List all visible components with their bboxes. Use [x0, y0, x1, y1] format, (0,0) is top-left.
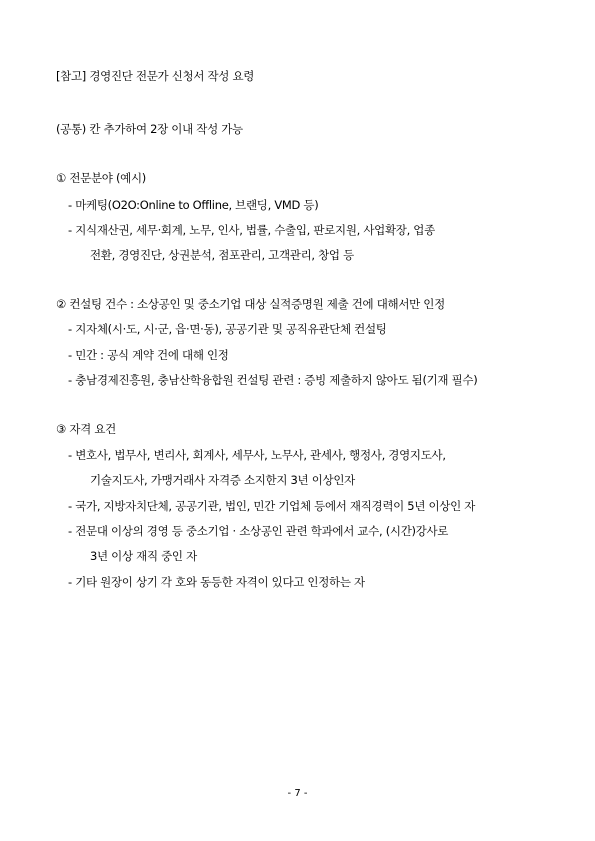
section-3-title: ③ 자격 요건: [56, 422, 116, 436]
section-2-item-2: - 민간 : 공식 계약 건에 대해 인정: [68, 348, 229, 362]
section-2-title: ② 컨설팅 건수 : 소상공인 및 중소기업 대상 실적증명원 제출 건에 대해서만 인정: [56, 297, 445, 311]
section-2-item-3: - 충남경제진흥원, 충남산학융합원 컨설팅 관련 : 증빙 제출하지 않아도 됨(기재 필수): [68, 373, 478, 387]
common-note: (공통) 칸 추가하여 2장 이내 작성 가능: [56, 122, 243, 136]
section-1-title: ① 전문분야 (예시): [56, 171, 146, 185]
section-1-item-2-line-1: - 지식재산권, 세무·회계, 노무, 인사, 법률, 수출입, 판로지원, 사업확장, 업종: [68, 223, 435, 237]
section-3-item-1-line-1: - 변호사, 법무사, 변리사, 회계사, 세무사, 노무사, 관세사, 행정사, 경영지도사,: [68, 448, 446, 462]
section-3-item-1-line-2: 기술지도사, 가맹거래사 자격증 소지한지 3년 이상인자: [90, 473, 355, 487]
section-3-item-4: - 기타 원장이 상기 각 호와 동등한 자격이 있다고 인정하는 자: [68, 575, 365, 589]
section-3-item-3-line-2: 3년 이상 재직 중인 자: [90, 549, 197, 563]
section-1-item-1: - 마케팅(O2O:Online to Offline, 브랜딩, VMD 등): [68, 198, 319, 212]
section-2-item-1: - 지자체(시·도, 시·군, 읍·면·동), 공공기관 및 공직유관단체 컨설팅: [68, 322, 387, 336]
page-number: - 7 -: [287, 788, 308, 799]
section-3-item-2: - 국가, 지방자치단체, 공공기관, 법인, 민간 기업체 등에서 재직경력이 5년 이상인 자: [68, 499, 476, 513]
section-3-item-3-line-1: - 전문대 이상의 경영 등 중소기업 · 소상공인 관련 학과에서 교수, (시간)강사로: [68, 524, 449, 538]
section-1-item-2-line-2: 전환, 경영진단, 상권분석, 점포관리, 고객관리, 창업 등: [90, 248, 354, 262]
page-heading: [참고] 경영진단 전문가 신청서 작성 요령: [56, 69, 255, 83]
